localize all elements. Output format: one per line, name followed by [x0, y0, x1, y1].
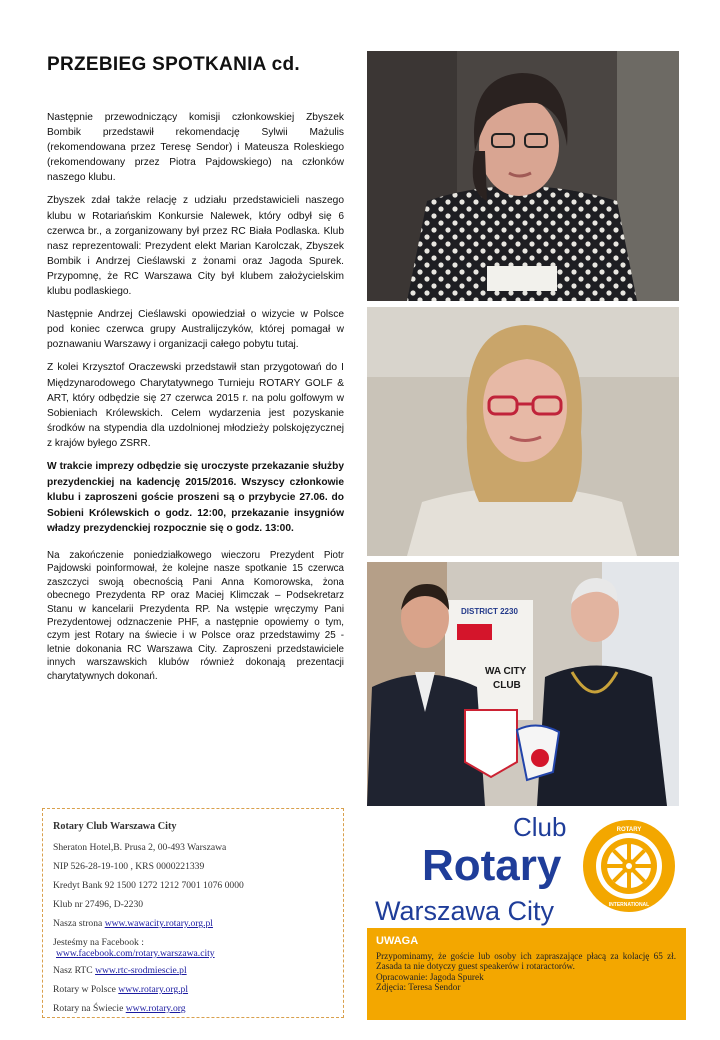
notice-photo-credit: Zdjęcia: Teresa Sendor [376, 982, 461, 993]
website-link[interactable]: www.wawacity.rotary.org.pl [104, 918, 213, 929]
badge-top-text: ROTARY [616, 827, 642, 833]
article-paragraph: Zbyszek zdał także relację z udziału przedstawicieli naszego klubu w Rotariańskim Konkursie Nalewek, który odbył się 6 czerwca br., a zorganizowany był przez RC Biała Podlaska. Klub nasz reprezentowali: Prezydent elekt Marian Karolczak, Zbyszek Bombik i Andrzej Cieślawski z żonami oraz Jagoda Spurek. Przypomnę, że RC Warszawa City był klubem założycielskim klubu podlaskiego. [47, 195, 344, 298]
notice-author: Opracowanie: Jagoda Spurek [376, 971, 484, 982]
logo-club-text: Club [513, 812, 567, 842]
photo-woman-glasses [367, 51, 679, 301]
facebook-label: Jesteśmy na Facebook : [53, 937, 144, 948]
club-name: Rotary Club Warszawa City [53, 821, 177, 832]
notice-text: Przypominamy, że goście lub osoby ich zapraszające płacą za kolację 65 zł. Zasada ta nie dotyczy guest speakerów i rotaractorów. [376, 950, 676, 972]
logo-rotary-text: Rotary [422, 841, 562, 890]
website-row [53, 918, 333, 929]
article-paragraph: Na zakończenie poniedziałkowego wieczoru Prezydent Piotr Pajdowski poinformował, że kolejne nasze spotkanie 15 czerwca zaszczyci swoją obecnością Pani Anna Komorowska, żona obecnego Prezydenta RP oraz Maciej Klimczak – Podsekretarz Stanu w kancelarii Prezydenta RP. Na wstępie wręczymy Pani Prezydentowej odznaczenie PHF, a następnie opowiemy o tym, czym jest Rotary na świecie i w Polsce oraz przedstawimy 25 - letnie dokonania RC Warszawa City. Zaproszeni przedstawiciele innych warszawskich klubów również dokonają prezentacji charytatywnych dokonań. [47, 549, 344, 682]
rtc-link[interactable]: www.rtc-srodmiescie.pl [95, 965, 187, 976]
logo-warszawa-city-text: Warszawa City [375, 896, 555, 926]
facebook-row [53, 937, 333, 959]
rotary-poland-row [53, 984, 333, 995]
notice-box [367, 928, 686, 1020]
photo-woman-red-glasses [367, 307, 679, 556]
rtc-row [53, 965, 333, 976]
rotary-club-logo [367, 808, 679, 928]
rotary-poland-label: Rotary w Polsce [53, 984, 119, 995]
rotary-world-row [53, 1003, 333, 1014]
article-column [47, 110, 344, 691]
club-address: Sheraton Hotel,B. Prusa 2, 00-493 Warszawa [53, 842, 227, 853]
rtc-label: Nasz RTC [53, 965, 96, 976]
article-paragraph: Następnie przewodniczący komisji członkowskiej Zbyszek Bombik przedstawił rekomendację Sylwii Mażulis (rekomendowana przez Teresę Sendor) i Mateusza Roleskiego (rekomendowany przez Piotra Pajdowskiego) na członków naszego klubu. [47, 112, 344, 184]
notice-heading: UWAGA [376, 935, 419, 947]
club-info-box [42, 808, 344, 1018]
rotary-world-link[interactable]: www.rotary.org [125, 1003, 186, 1014]
rotary-world-label: Rotary na Świecie [53, 1003, 126, 1014]
article-paragraph: Następnie Andrzej Cieślawski opowiedział o wizycie w Polsce pod koniec czerwca grupy Australijczyków, której pomagał w poznawaniu Warszawy i organizacji całego pobytu tutaj. [47, 309, 344, 351]
photo-two-men-banner [367, 562, 679, 806]
club-number: Klub nr 27496, D-2230 [53, 899, 144, 910]
page-title: PRZEBIEG SPOTKANIA cd. [47, 54, 300, 75]
banner-district-text: DISTRICT 2230 [461, 607, 518, 616]
rotary-wheel-icon [583, 820, 675, 912]
website-label: Nasza strona [53, 918, 105, 929]
svg-text:WA CITY: WA CITY [485, 666, 527, 677]
rotary-poland-link[interactable]: www.rotary.org.pl [118, 984, 189, 995]
badge-bottom-text: INTERNATIONAL [608, 902, 650, 908]
club-nip-krs: NIP 526-28-19-100 , KRS 0000221339 [53, 861, 205, 872]
facebook-link[interactable]: www.facebook.com/rotary.warszawa.city [56, 948, 215, 959]
club-bank-account: Kredyt Bank 92 1500 1272 1212 7001 1076 0000 [53, 880, 244, 891]
svg-text:CLUB: CLUB [493, 680, 521, 691]
article-paragraph-highlight: W trakcie imprezy odbędzie się uroczyste przekazanie służby prezydenckiej na kadencję 2015/2016. Wszyscy członkowie klubu i zaproszeni goście proszeni są o przybycie 27.06. do Sobieni Królewskich o godz. 12:00, przekazanie insygniów władzy prezydenckiej rozpocznie się o godz. 13:00. [47, 460, 344, 535]
article-paragraph: Z kolei Krzysztof Oraczewski przedstawił stan przygotowań do I Międzynarodowego Charytatywnego Turnieju ROTARY GOLF & ART, który odbędzie się 27 czerwca 2015 r. na polu golfowym w Sobieniach Królewskich. Celem wydarzenia jest pozyskanie środków na stypendia dla uzdolnionej młodzieży polskojęzycznej z krajów byłego ZSRR. [47, 362, 344, 449]
